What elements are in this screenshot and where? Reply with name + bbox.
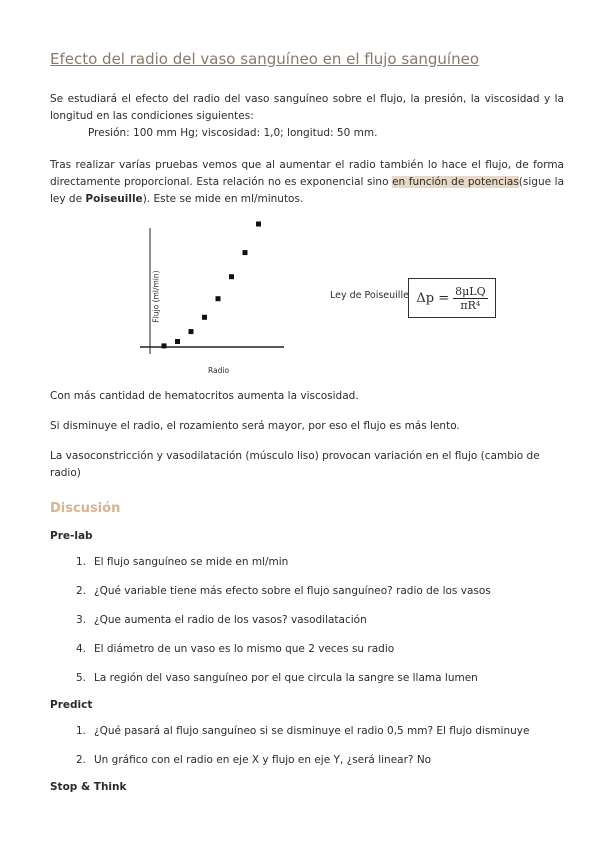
formula-denominator: πR⁴	[460, 298, 481, 312]
results-text-2: (sigue la ley de	[50, 176, 565, 205]
data-point	[202, 315, 207, 320]
data-point	[229, 274, 234, 279]
prelab-list	[50, 554, 564, 686]
list-item	[50, 670, 564, 686]
stop-think-heading: Stop & Think	[50, 781, 127, 793]
hematocrit-line: Con más cantidad de hematocritos aumenta la viscosidad.	[50, 390, 359, 402]
x-axis-label: Radio	[208, 366, 230, 375]
item-number: 5.	[75, 672, 86, 684]
formula-numerator: 8μLQ	[455, 284, 486, 298]
item-number: 2.	[75, 754, 86, 766]
y-axis-label: Flujo (ml/min)	[151, 270, 161, 323]
list-item	[50, 752, 564, 768]
data-point	[256, 222, 261, 227]
highlighted-text: en función de potencias	[392, 176, 519, 188]
item-text: El diámetro de un vaso es lo mismo que 2 veces su radio	[94, 643, 395, 655]
results-paragraph	[50, 157, 564, 208]
list-item	[50, 612, 564, 628]
item-text: ¿Qué variable tiene más efecto sobre el flujo sanguíneo? radio de los vasos	[94, 585, 491, 597]
item-text: ¿Que aumenta el radio de los vasos? vasodilatación	[94, 614, 367, 626]
item-number: 1.	[75, 725, 86, 737]
conditions-line: Presión: 100 mm Hg; viscosidad: 1,0; longitud: 50 mm.	[88, 127, 378, 139]
item-text: Un gráfico con el radio en eje X y flujo en eje Y, ¿será linear? No	[94, 754, 432, 766]
item-number: 1.	[75, 556, 86, 568]
list-item	[50, 583, 564, 599]
list-item	[50, 554, 564, 570]
discussion-heading: Discusión	[50, 501, 121, 516]
prelab-heading: Pre-lab	[50, 530, 93, 542]
data-point	[243, 250, 248, 255]
scatter-chart	[50, 218, 310, 383]
radius-friction-line: Si disminuye el radio, el rozamiento será mayor, por eso el flujo es más lento.	[50, 420, 460, 432]
data-point	[175, 339, 180, 344]
results-text-1: Tras realizar varías pruebas vemos que al aumentar el radio también lo hace el flujo, de forma directamente proporcional. Esta relación no es exponencial sino	[50, 159, 564, 188]
formula-fraction	[453, 285, 487, 312]
poiseuille-term: Poiseuille	[85, 193, 143, 205]
predict-heading: Predict	[50, 699, 93, 711]
item-number: 4.	[75, 643, 86, 655]
data-point	[189, 329, 194, 334]
predict-list	[50, 723, 564, 768]
vasoconstriction-line: La vasoconstricción y vasodilatación (músculo liso) provocan variación en el flujo (cambio de radio)	[50, 450, 540, 479]
data-point	[162, 343, 167, 348]
data-point	[216, 296, 221, 301]
item-number: 3.	[75, 614, 86, 626]
poiseuille-formula	[408, 278, 496, 318]
item-text: ¿Qué pasará al flujo sanguíneo si se disminuye el radio 0,5 mm? El flujo disminuye	[94, 725, 530, 737]
page-title: Efecto del radio del vaso sanguíneo en el flujo sanguíneo	[50, 50, 480, 68]
item-number: 2.	[75, 585, 86, 597]
item-text: El flujo sanguíneo se mide en ml/min	[94, 556, 289, 568]
list-item	[50, 723, 564, 739]
intro-paragraph: Se estudiará el efecto del radio del vaso sanguíneo sobre el flujo, la presión, la viscosidad y la longitud en las condiciones siguientes:	[50, 93, 564, 122]
formula-lhs: Δp =	[416, 290, 450, 306]
results-text-3: ). Este se mide en ml/minutos.	[142, 193, 304, 205]
flow-radius-graph	[50, 218, 564, 383]
list-item	[50, 641, 564, 657]
document-page	[50, 50, 564, 793]
law-label: Ley de Poiseuille	[330, 290, 409, 301]
item-text: La región del vaso sanguíneo por el que circula la sangre se llama lumen	[94, 672, 478, 684]
